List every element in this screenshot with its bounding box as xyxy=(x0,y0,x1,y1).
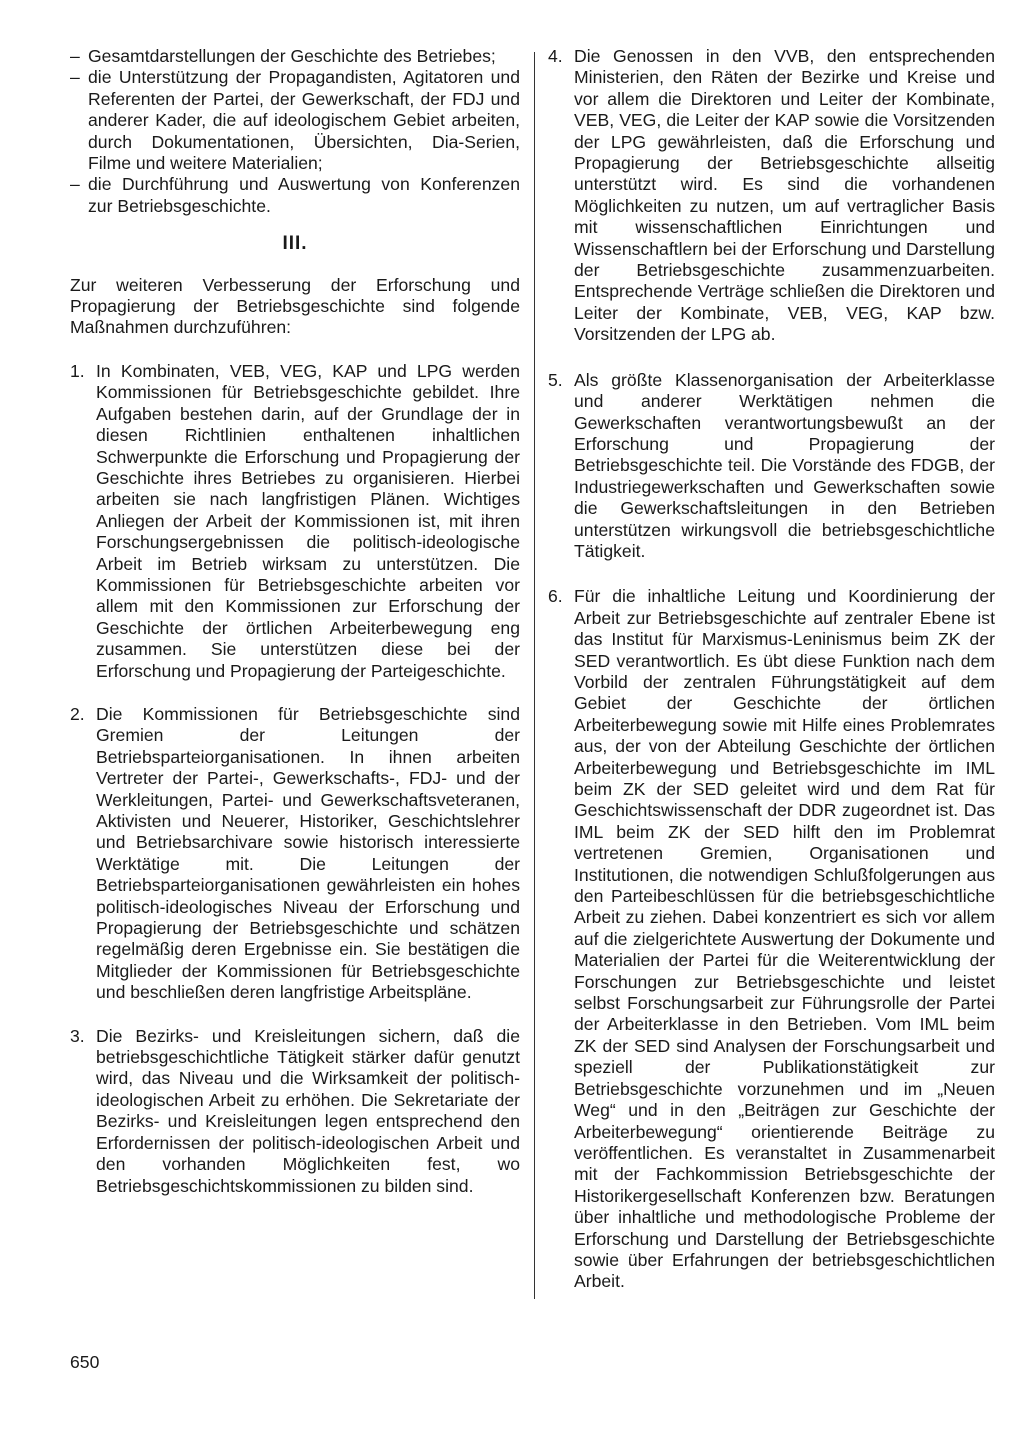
dash-mark: – xyxy=(70,67,80,88)
item-text: Die Genossen in den VVB, den entsprechenden Ministerien, den Räten der Bezirke und Kreise und vor allem die Direktoren und Leiter der Kombinate, VEB, VEG, die Leiter der KAP sowie die Vorsitzenden der LPG gewährleisten, daß die Erforschung und Propagierung der Betriebsgeschichte allseitig unterstützt wird. Es sind die vorhandenen Möglichkeiten zu nutzen, um auf vertraglicher Basis mit wissenschaftlichen Einrichtungen und Wissenschaftlern bei der Erforschung und Darstellung der Betriebsgeschichte zusammenzuarbeiten. Entsprechende Verträge schließen die Direktoren und Leiter der Kombinate, VEB, VEG, KAP bzw. Vorsitzenden der LPG ab. xyxy=(574,46,995,345)
dash-mark: – xyxy=(70,46,80,66)
section-heading: III. xyxy=(282,233,308,255)
item-number: 5. xyxy=(548,369,563,390)
dash-item xyxy=(70,67,520,174)
item-number: 1. xyxy=(70,360,85,381)
item-text: Die Bezirks- und Kreisleitungen sichern, daß die betriebsgeschichtliche Tätigkeit stärker dafür genutzt wird, das Niveau und die Wirksamkeit der politisch-ideologischen Arbeit zu erhöhen. Die Sekretariate der Bezirks- und Kreisleitungen legen entsprechend den Erfordernissen der politisch-ideologischen Arbeit und den vorhanden Möglichkeiten fest, wo Betriebsgeschichtskommissionen zu bilden sind. xyxy=(96,1025,520,1196)
item-number: 4. xyxy=(548,46,563,66)
dash-item xyxy=(70,46,520,67)
list-item xyxy=(70,1026,520,1197)
dash-item-text: die Unterstützung der Propagandisten, Agitatoren und Referenten der Partei, der Gewerkschaft, der FDJ und anderer Kader, die auf ideologischem Gebiet arbeiten, durch Dokumentationen, Übersichten, Dia-Serien, Filme und weitere Materialien; xyxy=(88,67,520,174)
list-item xyxy=(548,586,995,1292)
item-text: Für die inhaltliche Leitung und Koordinierung der Arbeit zur Betriebsgeschichte auf zentraler Ebene ist das Institut für Marxismus-Leninismus beim ZK der SED verantwortlich. Es übt diese Funktion nach dem Vorbild der zentralen Führungstätigkeit auf dem Gebiet der Geschichte der örtlichen Arbeiterbewegung sowie mit Hilfe eines Problemrates aus, der von der Abteilung Geschichte der örtlichen Arbeiterbewegung und Betriebsgeschichte im IML beim ZK der SED geleitet wird und dem Rat für Geschichtswissenschaft der DDR zugeordnet ist. Das IML beim ZK der SED hilft den im Problemrat vertretenen Gremien, Organisationen und Institutionen, die notwendigen Schlußfolgerungen aus den Parteibeschlüssen für die betriebsgeschichtliche Arbeit zu ziehen. Dabei konzentriert es sich vor allem auf die zielgerichtete Auswertung der Dokumente und Materialien der Partei für die Weiterentwicklung der Forschungen zur Betriebsgeschichte und leistet selbst Forschungsarbeit zur Führungsrolle der Partei der Arbeiterklasse in den Betrieben. Vom IML beim ZK der SED sind Analysen der Forschungsarbeit und speziell der Publikationstätigkeit zur Betriebsgeschichte vorzunehmen und im „Neuen Weg“ und in den „Beiträgen zur Geschichte der Arbeiterbewegung“ orientierende Beiträge zu veröffentlichen. Es veranstaltet in Zusammenarbeit mit der Fachkommission Betriebsgeschichte der Historikergesellschaft Konferenzen bzw. Beratungen über inhaltliche und methodologische Probleme der Erforschung und Darstellung der Betriebsgeschichte sowie über Erfahrungen der betriebsgeschichtlichen Arbeit. xyxy=(574,586,995,1292)
numbered-list-right xyxy=(548,46,995,1293)
column-divider xyxy=(534,52,535,1299)
left-column xyxy=(70,46,520,1219)
item-text: Die Kommissionen für Betriebsgeschichte sind Gremien der Leitungen der Betriebsparteiorganisationen. In ihnen arbeiten Vertreter der Partei-, Gewerkschafts-, FDJ- und der Werkleitungen, Partei- und Gewerkschaftsveteranen, Aktivisten und Neuerer, Historiker, Geschichtslehrer und Betriebsarchivare sowie historisch interessierte Werktätige mit. Die Leitungen der Betriebsparteiorganisationen gewährleisten ein hohes politisch-ideologisches Niveau der Erforschung und Propagierung der Betriebsgeschichte und schätzen regelmäßig deren Ergebnisse ein. Sie bestätigen die Mitglieder der Kommissionen für Betriebsgeschichte und beschließen deren langfristige Arbeitspläne. xyxy=(96,703,520,1003)
item-number: 6. xyxy=(548,586,563,607)
dash-mark: – xyxy=(70,174,80,195)
intro-paragraph: Zur weiteren Verbesserung der Erforschung und Propagierung der Betriebsgeschichte sind folgende Maßnahmen durchzuführen: xyxy=(70,274,520,338)
dash-list xyxy=(70,46,520,217)
list-item xyxy=(70,704,520,1004)
page-number: 650 xyxy=(70,1352,100,1372)
dash-item xyxy=(70,174,520,217)
list-item xyxy=(70,361,520,682)
list-item xyxy=(548,370,995,563)
list-item xyxy=(548,46,995,346)
item-text: Als größte Klassenorganisation der Arbeiterklasse und anderer Werktätigen nehmen die Gewerkschaften verantwortungsbewußt an der Erforschung und Propagierung der Betriebsgeschichte teil. Die Vorstände des FDGB, der Industriegewerkschaften und Gewerkschaften sowie die Gewerkschaftsleitungen in den Betrieben unterstützen wirkungsvoll die betriebsgeschichtliche Tätigkeit. xyxy=(574,369,995,561)
item-number: 2. xyxy=(70,703,85,724)
dash-item-text: die Durchführung und Auswertung von Konferenzen zur Betriebsgeschichte. xyxy=(88,174,520,216)
item-number: 3. xyxy=(70,1025,85,1046)
numbered-list-left xyxy=(70,361,520,1197)
item-text: In Kombinaten, VEB, VEG, KAP und LPG werden Kommissionen für Betriebsgeschichte gebildet. Ihre Aufgaben bestehen darin, auf der Grundlage der in diesen Richtlinien enthaltenen inhaltlichen Schwerpunkte die Erforschung und Propagierung der Geschichte ihres Betriebes zu organisieren. Hierbei arbeiten sie nach langfristigen Plänen. Wichtiges Anliegen der Arbeit der Kommissionen ist, mit ihren Forschungsergebnissen die politisch-ideologische Arbeit im Betrieb wirksam zu unterstützen. Die Kommissionen für Betriebsgeschichte arbeiten vor allem mit den Kommissionen zur Erforschung der Geschichte der örtlichen Arbeiterbewegung eng zusammen. Sie unterstützen diese bei der Erforschung und Propagierung der Parteigeschichte. xyxy=(96,360,520,681)
dash-item-text: Gesamtdarstellungen der Geschichte des Betriebes; xyxy=(88,46,496,66)
right-column xyxy=(548,46,995,1317)
